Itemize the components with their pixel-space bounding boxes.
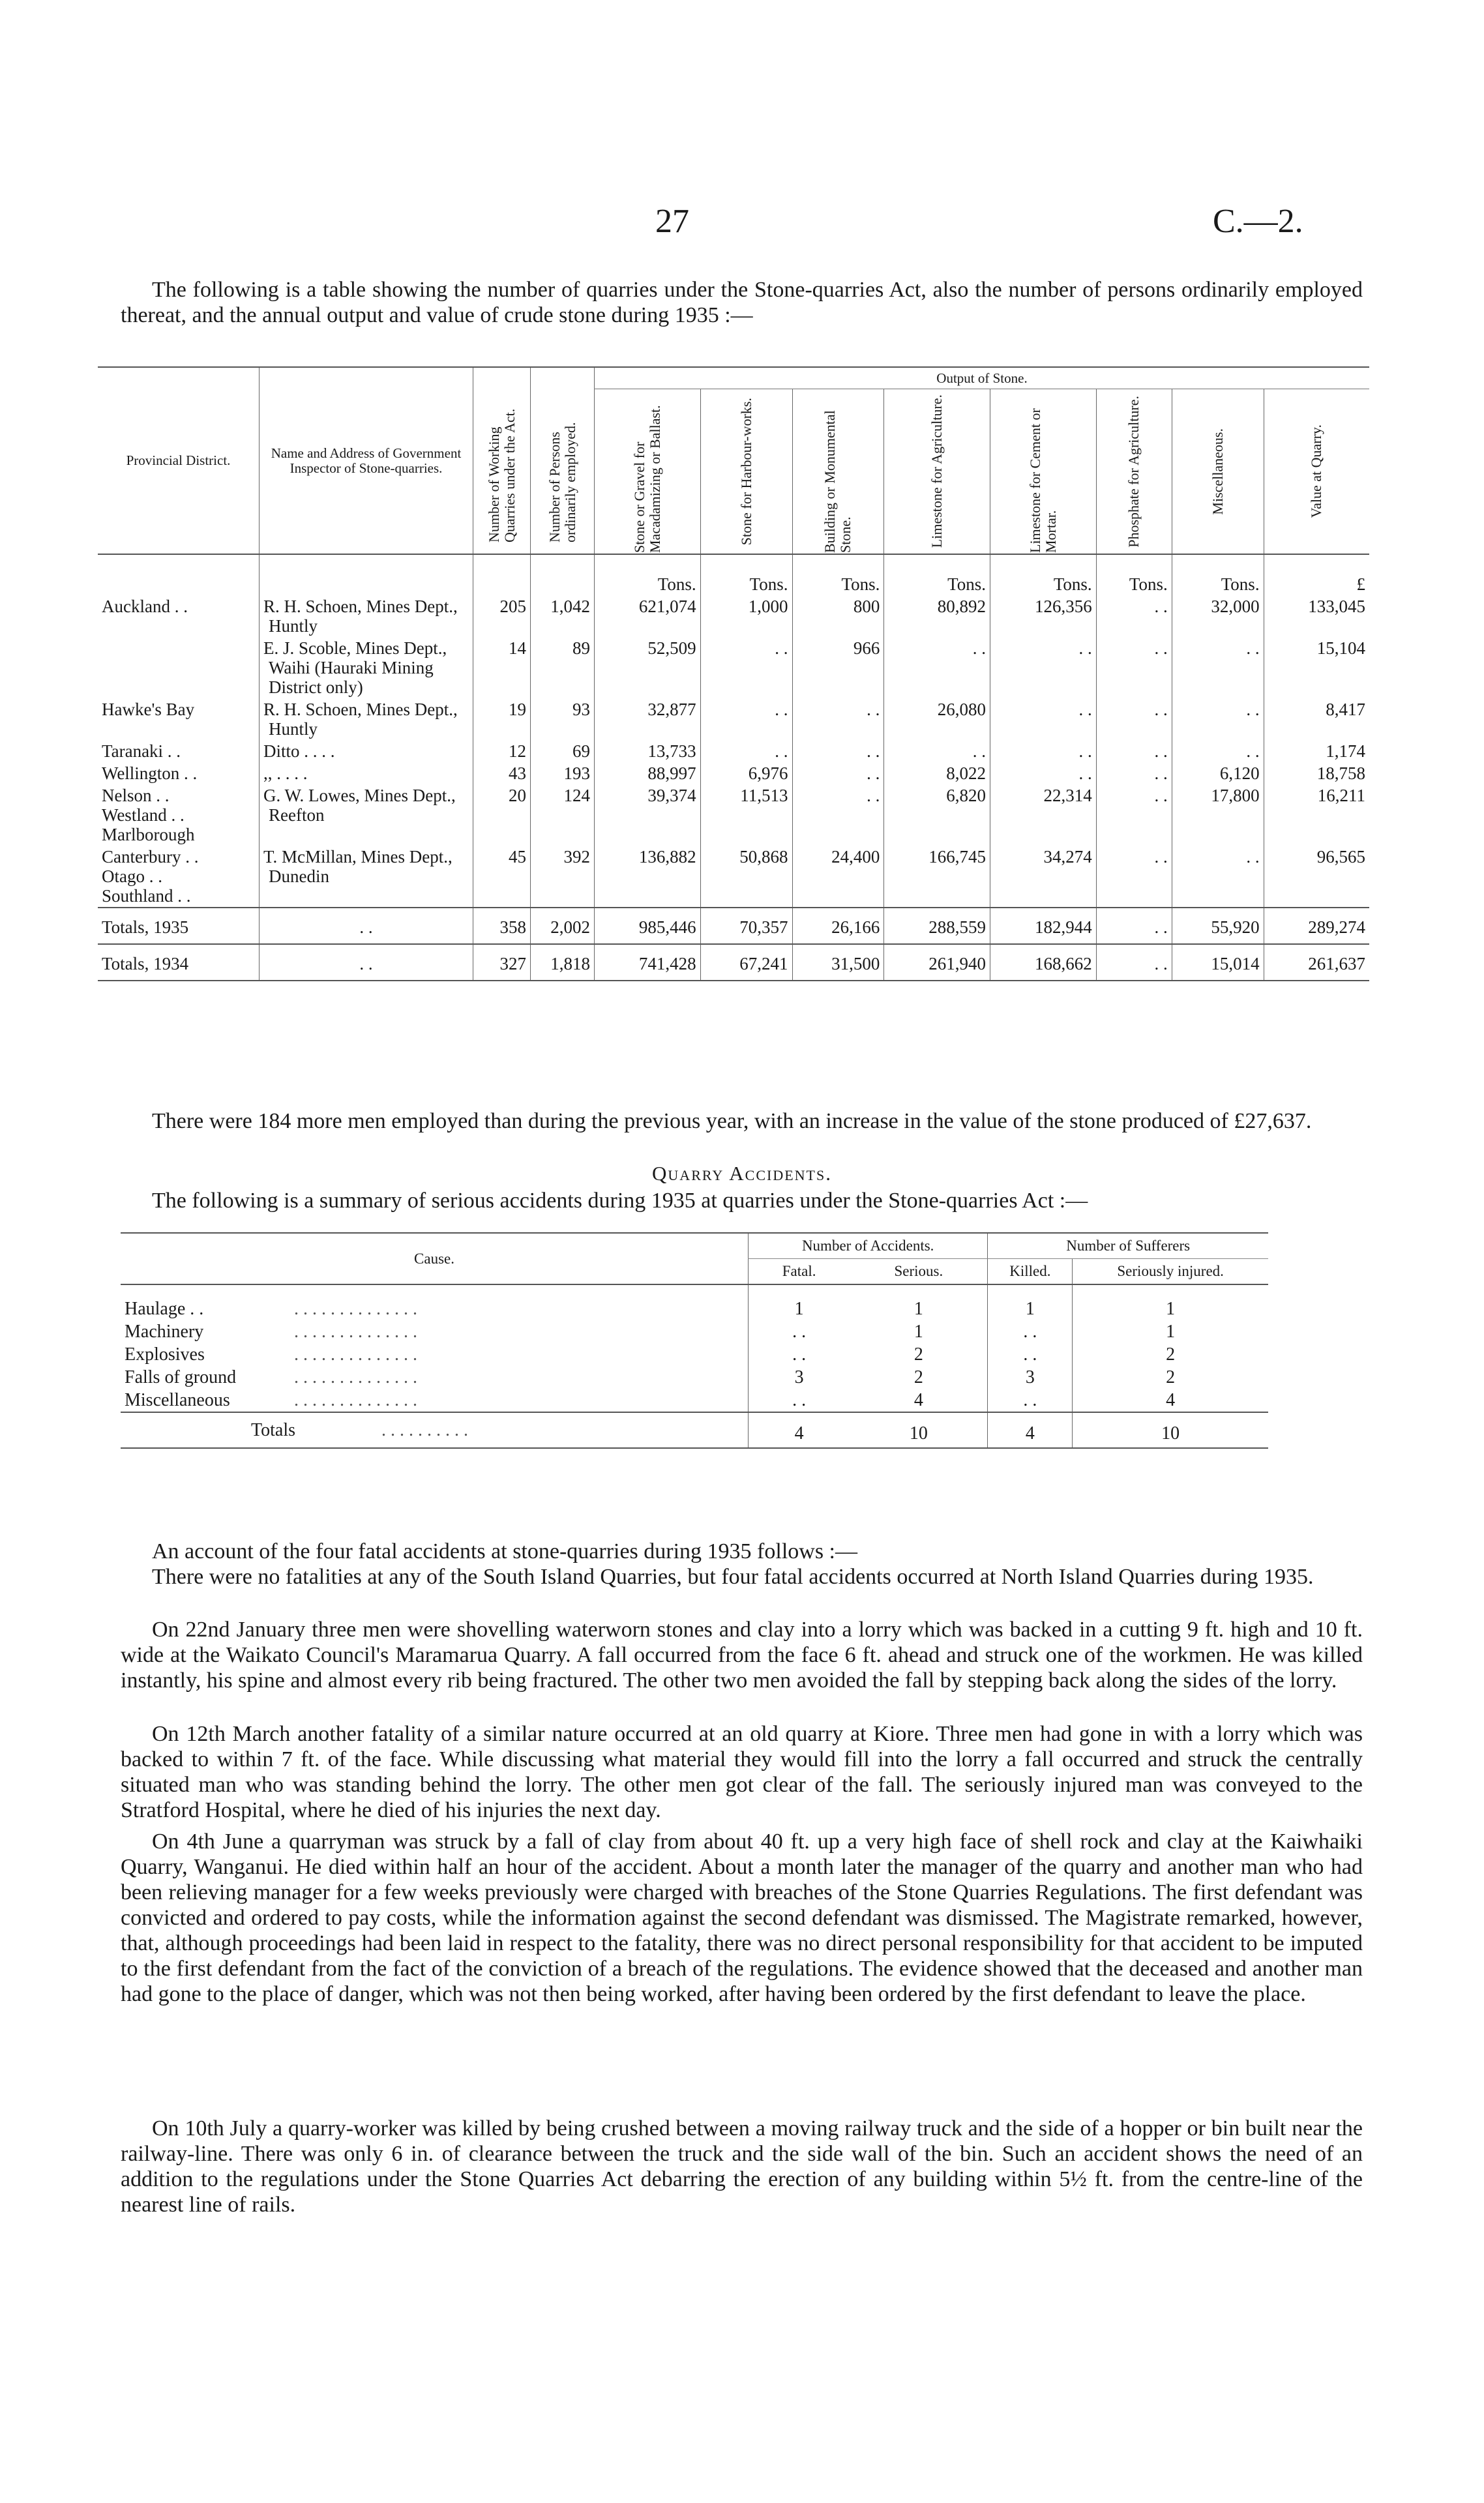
killed-cell: 1 (988, 1284, 1073, 1320)
paragraph-3: On 22nd January three men were shovelling waterworn stones and clay into a lorry which was backed in a cutting 9 ft. high and 10 ft. wide at the Waikato Council's Maramarua Quarry. A fall occurred from the face 6 ft. ahead and struck one of the workmen. He was killed instantly, his spine and almost every rib being fractured. The other two men avoided the fall by stepping back along the sides of the lorry. (121, 1618, 1363, 1693)
accident-row (121, 1284, 1268, 1320)
output-value-cell: . . (700, 637, 792, 698)
totals-dots: . . (260, 944, 473, 981)
output-value-cell: . . (1096, 595, 1172, 637)
output-value-cell: 1,174 (1264, 740, 1369, 762)
inspector-cell: ,, . . . . (260, 762, 473, 784)
accident-row (121, 1389, 1268, 1412)
unit-label: Tons. (990, 554, 1097, 595)
inspector-cell: Ditto . . . . (260, 740, 473, 762)
cause-label: Explosives (125, 1344, 205, 1365)
totals-value-cell: 741,428 (595, 944, 701, 981)
col-lime-agri: Limestone for Agriculture. (928, 394, 945, 548)
output-value-cell: 24,400 (792, 846, 884, 908)
accidents-table-body (121, 1284, 1268, 1448)
paragraph-5: On 4th June a quarryman was struck by a fall of clay from about 40 ft. up a very high face of shell rock and clay at the Kaiwhaiki Quarry, Wanganui. He died within half an hour of the accident. About a month later the manager of the quarry and another man who had been relieving manager for a few weeks previously were charged with breaches of the Stone Quarries Regulations. The first defendant was convicted and ordered to pay costs, while the information against the second defendant was dismissed. The Magistrate remarked, however, that, although proceedings had been laid in respect to the fatality, there was no direct personal responsibility for that accident to be imputed to the first defendant from the fact of the conviction of a breach of the regulations. The evidence showed that the deceased and another man had gone to the place of danger, which was not then being worked, after having been ordered by the first defendant to leave the place. (121, 1829, 1363, 2006)
totals-value-cell: 55,920 (1172, 908, 1264, 944)
totals-value-cell: 26,166 (792, 908, 884, 944)
cause-label: Machinery (125, 1322, 204, 1342)
output-value-cell: 966 (792, 637, 884, 698)
page-number: 27 (655, 203, 689, 240)
totals-label: Totals, 1935 (102, 917, 189, 937)
persons-cell: 124 (531, 784, 595, 846)
col-serious: Serious. (894, 1263, 943, 1279)
totals-label: Totals (251, 1420, 296, 1440)
output-table-body (98, 554, 1369, 981)
killed-cell: 3 (988, 1366, 1073, 1389)
persons-cell: 89 (531, 637, 595, 698)
output-value-cell: 166,745 (884, 846, 990, 908)
col-inspector: Name and Address of Government Inspector of Stone-quarries. (260, 367, 473, 554)
output-value-cell: . . (700, 740, 792, 762)
table-row (98, 846, 1369, 908)
output-value-cell: 136,882 (595, 846, 701, 908)
quarries-cell: 20 (473, 784, 531, 846)
output-value-cell: 32,000 (1172, 595, 1264, 637)
district-cell (98, 637, 260, 698)
unit-label: Tons. (1172, 554, 1264, 595)
persons-cell: 69 (531, 740, 595, 762)
output-value-cell: 52,509 (595, 637, 701, 698)
cause-leader: . . . . . . . . . . . . . . (294, 1367, 417, 1387)
units-spacer (531, 554, 595, 595)
fatal-cell: . . (749, 1343, 850, 1366)
output-value-cell: . . (1096, 784, 1172, 846)
fatal-cell: 3 (749, 1366, 850, 1389)
quarries-cell: 45 (473, 846, 531, 908)
serious-cell: 2 (913, 1344, 923, 1365)
totals-row (98, 944, 1369, 981)
totals-value-cell: 15,014 (1172, 944, 1264, 981)
col-district: Provincial District. (126, 452, 231, 468)
totals-killed: 4 (988, 1412, 1073, 1448)
totals-value-cell: 168,662 (990, 944, 1097, 981)
unit-label: Tons. (1096, 554, 1172, 595)
totals-value-cell: 182,944 (990, 908, 1097, 944)
fatal-cell: . . (749, 1320, 850, 1343)
output-value-cell: . . (1096, 637, 1172, 698)
paragraph-2: There were no fatalities at any of the South Island Quarries, but four fatal accidents occurred at North Island Quarries during 1935. (152, 1565, 1314, 1589)
cause-cell (121, 1389, 749, 1412)
totals-value-cell: 31,500 (792, 944, 884, 981)
killed-cell: . . (988, 1389, 1073, 1412)
unit-label: £ (1264, 554, 1369, 595)
totals-quarries: 358 (473, 908, 531, 944)
killed-cell: . . (988, 1320, 1073, 1343)
totals-quarries: 327 (473, 944, 531, 981)
persons-cell: 93 (531, 698, 595, 740)
output-value-cell: 15,104 (1264, 637, 1369, 698)
totals-value-cell: 67,241 (700, 944, 792, 981)
group-sufferers: Number of Sufferers (988, 1233, 1268, 1259)
cause-cell (121, 1343, 749, 1366)
table-row (98, 637, 1369, 698)
output-value-cell: 800 (792, 595, 884, 637)
injured-cell: 1 (1073, 1284, 1268, 1320)
totals-row (98, 908, 1369, 944)
totals-cause-cell (121, 1412, 749, 1448)
output-value-cell: 22,314 (990, 784, 1097, 846)
quarries-cell: 43 (473, 762, 531, 784)
cause-label: Falls of ground (125, 1367, 237, 1387)
output-value-cell: . . (1172, 740, 1264, 762)
accident-row (121, 1366, 1268, 1389)
inspector-cell: E. J. Scoble, Mines Dept., Waihi (Hauraki Mining District only) (260, 637, 473, 698)
output-value-cell: 1,000 (700, 595, 792, 637)
output-value-cell: 6,820 (884, 784, 990, 846)
serious-cell: 1 (913, 1299, 923, 1319)
output-value-cell: 34,274 (990, 846, 1097, 908)
unit-label: Tons. (595, 554, 701, 595)
output-value-cell: 6,120 (1172, 762, 1264, 784)
accidents-intro: The following is a summary of serious accidents during 1935 at quarries under the Stone-quarries Act :— (152, 1189, 1088, 1213)
totals-persons: 2,002 (531, 908, 595, 944)
col-quarries: Number of Working Quarries under the Act. (485, 408, 518, 542)
col-building: Building or Monumental Stone. (822, 410, 854, 553)
totals-value-cell: 261,637 (1264, 944, 1369, 981)
totals-value-cell: 985,446 (595, 908, 701, 944)
output-value-cell: . . (884, 637, 990, 698)
quarries-cell: 14 (473, 637, 531, 698)
quarries-cell: 205 (473, 595, 531, 637)
units-spacer (260, 554, 473, 595)
totals-value-cell: 261,940 (884, 944, 990, 981)
inspector-cell: T. McMillan, Mines Dept., Dunedin (260, 846, 473, 908)
output-value-cell: 88,997 (595, 762, 701, 784)
table-row (98, 784, 1369, 846)
inspector-cell: R. H. Schoen, Mines Dept., Huntly (260, 595, 473, 637)
paragraph-4: On 12th March another fatality of a similar nature occurred at an old quarry at Kiore. Three men had gone in with a lorry which was backed to within 7 ft. of the face. While discussing what material they would fill into the lorry a fall occurred and struck the centrally situated man who was standing behind the lorry. The other men got clear of the fall. The seriously injured man was conveyed to the Stratford Hospital, where he died of his injuries the next day. (121, 1722, 1363, 1822)
district-cell: Nelson . . Westland . . Marlborough (102, 786, 195, 844)
output-value-cell: . . (1172, 698, 1264, 740)
cause-leader: . . . . . . . . . . . . . . (294, 1299, 417, 1319)
fatal-cell: 1 (749, 1284, 850, 1320)
totals-value-cell: 288,559 (884, 908, 990, 944)
output-value-cell: . . (700, 698, 792, 740)
inspector-cell: R. H. Schoen, Mines Dept., Huntly (260, 698, 473, 740)
output-value-cell: . . (1096, 846, 1172, 908)
killed-cell: . . (988, 1343, 1073, 1366)
output-value-cell: . . (792, 762, 884, 784)
output-value-cell: 16,211 (1264, 784, 1369, 846)
output-value-cell: 13,733 (595, 740, 701, 762)
accident-totals-row (121, 1412, 1268, 1448)
output-value-cell: 80,892 (884, 595, 990, 637)
output-value-cell: 8,022 (884, 762, 990, 784)
table-row (98, 698, 1369, 740)
table-row (98, 762, 1369, 784)
output-value-cell: 96,565 (1264, 846, 1369, 908)
fatal-cell: . . (749, 1389, 850, 1412)
output-value-cell: 39,374 (595, 784, 701, 846)
district-cell: Wellington . . (102, 763, 198, 783)
persons-cell: 1,042 (531, 595, 595, 637)
totals-value-cell: 289,274 (1264, 908, 1369, 944)
quarries-cell: 19 (473, 698, 531, 740)
cause-leader: . . . . . . . . . . . . . . (294, 1344, 417, 1365)
col-value: Value at Quarry. (1308, 424, 1325, 518)
stone-output-table (98, 366, 1369, 981)
units-spacer (473, 554, 531, 595)
output-value-cell: 133,045 (1264, 595, 1369, 637)
cause-label: Haulage . . (125, 1299, 204, 1319)
inspector-cell: G. W. Lowes, Mines Dept., Reefton (260, 784, 473, 846)
output-value-cell: . . (792, 784, 884, 846)
totals-dots: . . (260, 908, 473, 944)
injured-cell: 4 (1073, 1389, 1268, 1412)
unit-label: Tons. (884, 554, 990, 595)
col-lime-cement: Limestone for Cement or Mortar. (1026, 408, 1059, 553)
col-fatal: Fatal. (749, 1259, 850, 1285)
cause-cell (121, 1284, 749, 1320)
totals-leader: . . . . . . . . . . (381, 1420, 468, 1440)
output-value-cell: . . (990, 740, 1097, 762)
serious-cell: 1 (913, 1322, 923, 1342)
table-row (98, 595, 1369, 637)
output-value-cell: . . (884, 740, 990, 762)
output-value-cell: 17,800 (1172, 784, 1264, 846)
totals-injured: 10 (1073, 1412, 1268, 1448)
col-macadam: Stone or Gravel for Macadamizing or Ballast. (631, 405, 663, 553)
cause-leader: . . . . . . . . . . . . . . (294, 1390, 417, 1410)
output-value-cell: 6,976 (700, 762, 792, 784)
output-value-cell: 26,080 (884, 698, 990, 740)
quarries-cell: 12 (473, 740, 531, 762)
district-cell: Hawke's Bay (102, 700, 195, 719)
totals-label: Totals, 1934 (102, 954, 189, 973)
accident-row (121, 1343, 1268, 1366)
output-value-cell: . . (1172, 846, 1264, 908)
output-value-cell: 18,758 (1264, 762, 1369, 784)
totals-serious: 10 (909, 1423, 928, 1444)
totals-value-cell: . . (1096, 944, 1172, 981)
cause-cell (121, 1320, 749, 1343)
output-header: Output of Stone. (595, 367, 1370, 389)
output-value-cell: 8,417 (1264, 698, 1369, 740)
output-value-cell: . . (1096, 698, 1172, 740)
output-value-cell: 50,868 (700, 846, 792, 908)
paragraph-1: An account of the four fatal accidents at stone-quarries during 1935 follows :— (152, 1539, 858, 1563)
output-value-cell: . . (1096, 762, 1172, 784)
output-value-cell: 11,513 (700, 784, 792, 846)
output-value-cell: . . (1096, 740, 1172, 762)
paragraph-6: On 10th July a quarry-worker was killed by being crushed between a moving railway truck and the side of a hopper or bin built near the railway-line. There was only 6 in. of clearance between the truck and the side wall of the bin. Such an accident shows the need of an addition to the regulations under the Stone Quarries Act debarring the erection of any building within 5½ ft. from the centre-line of the nearest line of rails. (121, 2116, 1363, 2217)
injured-cell: 1 (1073, 1320, 1268, 1343)
col-misc: Miscellaneous. (1209, 428, 1226, 515)
output-value-cell: 32,877 (595, 698, 701, 740)
persons-cell: 392 (531, 846, 595, 908)
output-value-cell: . . (1172, 637, 1264, 698)
table-row (98, 740, 1369, 762)
group-accidents: Number of Accidents. (749, 1233, 988, 1259)
cause-cell (121, 1366, 749, 1389)
output-value-cell: . . (990, 637, 1097, 698)
col-killed: Killed. (988, 1259, 1073, 1285)
cause-leader: . . . . . . . . . . . . . . (294, 1322, 417, 1342)
unit-label: Tons. (700, 554, 792, 595)
district-cell: Taranaki . . (102, 741, 181, 761)
accidents-table (121, 1232, 1268, 1449)
serious-cell: 4 (913, 1390, 923, 1410)
output-value-cell: . . (990, 698, 1097, 740)
output-value-cell: 126,356 (990, 595, 1097, 637)
output-value-cell: . . (990, 762, 1097, 784)
intro-paragraph: The following is a table showing the number of quarries under the Stone-quarries Act, also the number of persons ordinarily employed thereat, and the annual output and value of crude stone during 1935 :— (121, 278, 1363, 327)
totals-persons: 1,818 (531, 944, 595, 981)
output-value-cell: 621,074 (595, 595, 701, 637)
units-row (98, 554, 1369, 595)
injured-cell: 2 (1073, 1366, 1268, 1389)
output-value-cell: . . (792, 698, 884, 740)
cause-label: Miscellaneous (125, 1390, 230, 1410)
col-phosphate: Phosphate for Agriculture. (1125, 395, 1142, 548)
page-header (0, 196, 1484, 248)
col-harbour: Stone for Harbour-works. (737, 397, 754, 546)
col-persons: Number of Persons ordinarily employed. (546, 421, 578, 542)
injured-cell: 2 (1073, 1343, 1268, 1366)
accident-row (121, 1320, 1268, 1343)
persons-cell: 193 (531, 762, 595, 784)
district-cell: Canterbury . . Otago . . Southland . . (102, 847, 199, 906)
accidents-heading: Quarry Accidents. (652, 1162, 832, 1185)
unit-label: Tons. (792, 554, 884, 595)
serious-cell: 2 (913, 1367, 923, 1387)
totals-value-cell: 70,357 (700, 908, 792, 944)
col-injured: Seriously injured. (1073, 1259, 1268, 1285)
district-cell: Auckland . . (102, 597, 188, 616)
totals-fatal: 4 (749, 1412, 850, 1448)
totals-value-cell: . . (1096, 908, 1172, 944)
units-spacer (98, 554, 260, 595)
col-cause: Cause. (414, 1250, 454, 1267)
employment-paragraph: There were 184 more men employed than during the previous year, with an increase in the value of the stone produced of £27,637. (152, 1109, 1312, 1133)
document-code: C.—2. (1213, 203, 1303, 240)
output-value-cell: . . (792, 740, 884, 762)
